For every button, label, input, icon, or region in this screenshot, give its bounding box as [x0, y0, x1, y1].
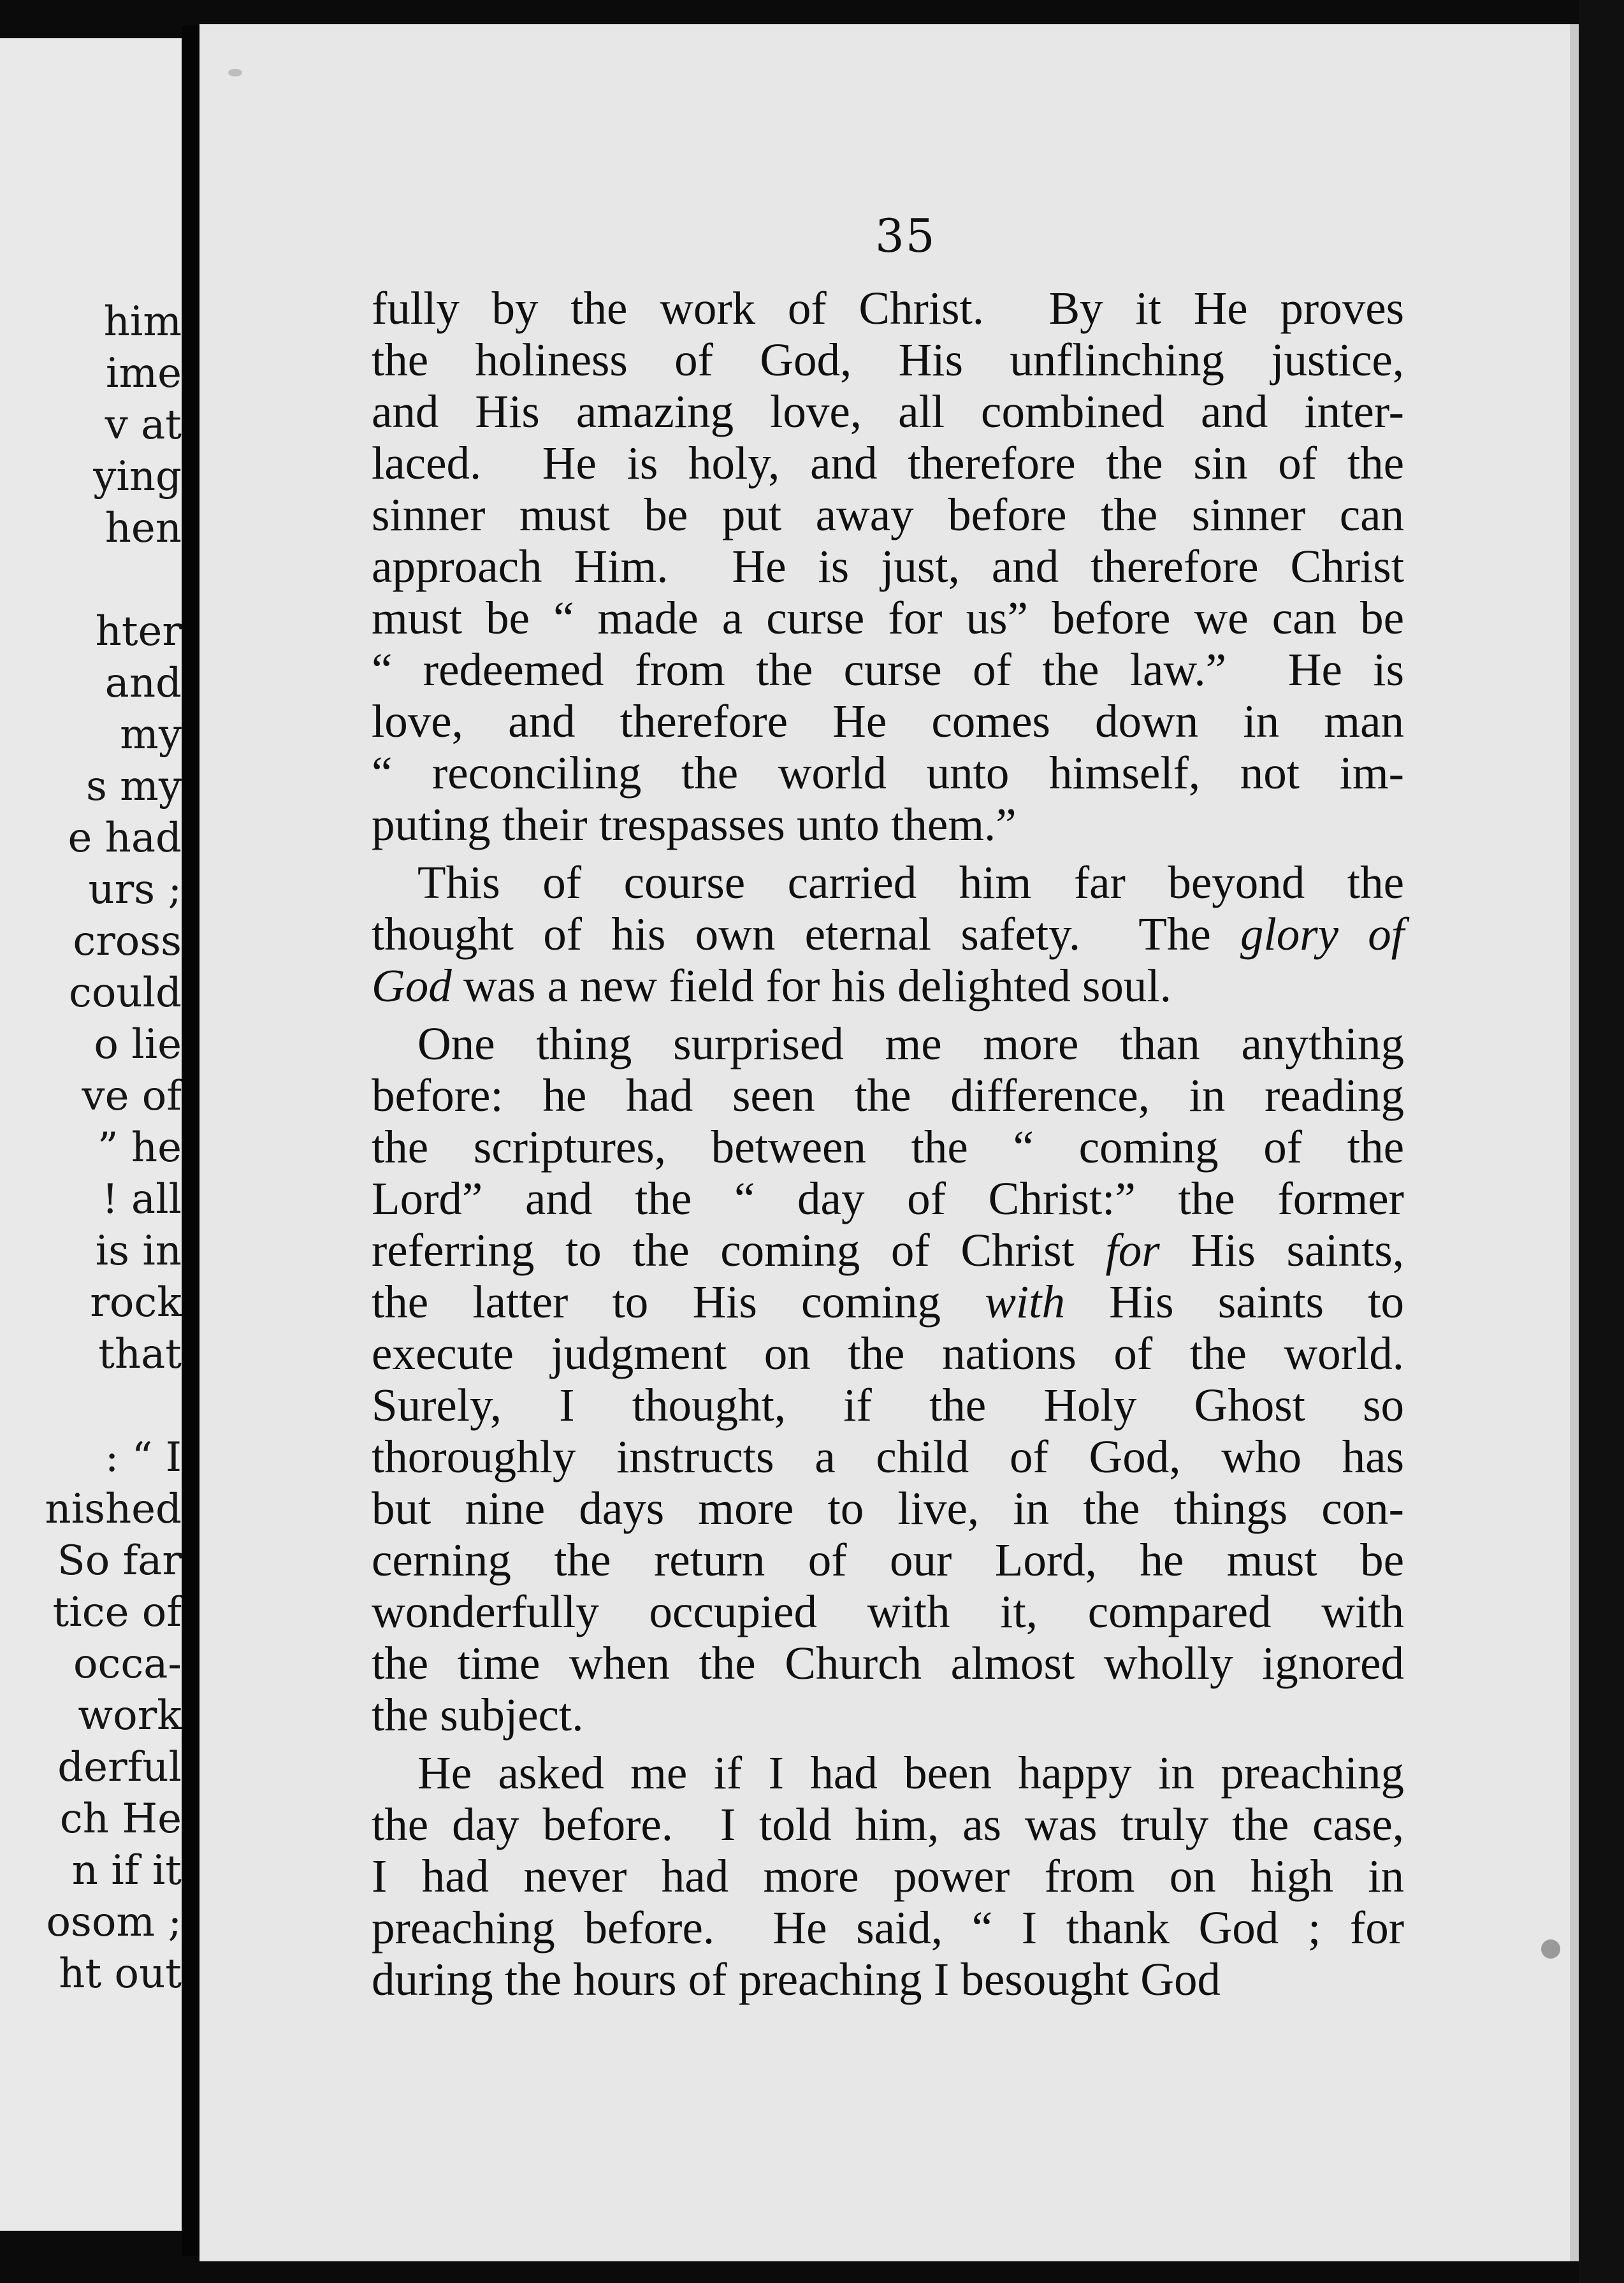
facing-page-line: and: [105, 660, 182, 707]
text-run: but nine days more to live, in the things con-: [372, 1482, 1404, 1534]
text-run: fully by the work of Christ. By it He proves: [372, 282, 1404, 334]
facing-page-line: So far: [57, 1537, 182, 1584]
text-run: during the hours of preaching I besought God: [372, 1953, 1221, 2005]
book-gutter: [182, 25, 199, 2256]
facing-page-line: ” he: [97, 1124, 182, 1171]
facing-page-line: [45, 554, 182, 606]
text-line: [372, 1173, 1404, 1224]
facing-page-text: [45, 296, 182, 2000]
facing-page-line: ime: [105, 350, 182, 397]
text-run: must be “ made a curse for us” before we can be: [372, 592, 1404, 644]
facing-page-line: ! all: [101, 1176, 182, 1223]
text-run: “ redeemed from the curse of the law.” He is: [372, 644, 1404, 695]
text-line: [372, 1224, 1404, 1276]
facing-page-line: nished: [45, 1486, 182, 1533]
text-run: His saints,: [1159, 1224, 1404, 1276]
text-line: [372, 695, 1404, 747]
text-line: [372, 1379, 1404, 1431]
text-line: [372, 1482, 1404, 1534]
facing-page-line: occa-: [73, 1641, 182, 1688]
text-run: referring to the coming of Christ: [372, 1224, 1106, 1276]
facing-page-line: o lie: [94, 1021, 182, 1068]
text-run: was a new field for his delighted soul.: [451, 960, 1171, 1011]
facing-page-line: e had: [68, 815, 182, 862]
facing-page-line: my: [120, 711, 182, 758]
text-line: [372, 1902, 1404, 1953]
italic-text: glory of: [1240, 908, 1405, 960]
text-run: Lord” and the “ day of Christ:” the former: [372, 1173, 1404, 1224]
text-line: [372, 908, 1404, 960]
italic-text: God: [372, 960, 452, 1011]
text-line: [372, 540, 1404, 592]
text-line: [372, 489, 1404, 540]
facing-page-line: derful: [57, 1744, 182, 1791]
text-run: preaching before. He said, “ I thank God ; for: [372, 1902, 1404, 1953]
facing-page-line: is in: [95, 1228, 182, 1275]
text-line: [372, 1121, 1404, 1173]
italic-text: with: [985, 1276, 1065, 1328]
text-run: puting their trespasses unto them.”: [372, 799, 1017, 850]
text-line: [372, 1534, 1404, 1586]
text-line: [372, 437, 1404, 489]
text-line: [372, 960, 1404, 1011]
text-run: the time when the Church almost wholly ignored: [372, 1637, 1404, 1689]
text-line: [372, 334, 1404, 386]
text-line: [372, 644, 1404, 695]
facing-page-edge: [0, 38, 182, 2231]
text-line: [372, 1328, 1404, 1379]
facing-page-line: s my: [85, 763, 182, 810]
page-body-text: [372, 282, 1404, 2005]
text-line: [372, 1431, 1404, 1482]
page-speck: [1541, 1939, 1560, 1959]
paragraph: [372, 1747, 1404, 2005]
text-run: He asked me if I had been happy in preaching: [417, 1747, 1404, 1799]
italic-text: for: [1105, 1224, 1160, 1276]
text-line: [372, 1747, 1404, 1799]
text-run: Surely, I thought, if the Holy Ghost so: [372, 1379, 1404, 1431]
facing-page-line: tice of: [52, 1589, 182, 1636]
facing-page-line: [45, 1381, 182, 1432]
facing-page-line: osom ;: [46, 1899, 182, 1946]
text-run: the subject.: [372, 1689, 584, 1741]
text-run: and His amazing love, all combined and inter-: [372, 386, 1404, 437]
text-run: the day before. I told him, as was truly the case,: [372, 1799, 1404, 1850]
facing-page-line: rock: [90, 1279, 182, 1326]
text-run: I had never had more power from on high in: [372, 1850, 1404, 1902]
text-run: execute judgment on the nations of the world.: [372, 1328, 1404, 1379]
paragraph: [372, 1018, 1404, 1741]
text-line: [372, 1953, 1404, 2005]
text-line: [372, 1637, 1404, 1689]
facing-page-line: cross: [73, 918, 182, 965]
text-line: [372, 1689, 1404, 1741]
text-line: [372, 1276, 1404, 1328]
text-run: His saints to: [1064, 1276, 1404, 1328]
text-line: [372, 1850, 1404, 1902]
text-run: thought of his own eternal safety. The: [372, 908, 1240, 960]
text-line: [372, 1018, 1404, 1069]
facing-page-line: could: [68, 969, 182, 1017]
facing-page-line: v at: [105, 402, 182, 449]
paragraph: [372, 857, 1404, 1011]
facing-page-line: ch He: [59, 1795, 182, 1843]
facing-page-line: ying: [93, 453, 182, 500]
facing-page-line: hter: [95, 608, 182, 655]
text-run: approach Him. He is just, and therefore Christ: [372, 540, 1404, 592]
text-line: [372, 282, 1404, 334]
text-run: One thing surprised me more than anything: [417, 1018, 1404, 1069]
text-run: the scriptures, between the “ coming of the: [372, 1121, 1404, 1173]
text-run: the holiness of God, His unflinching justice,: [372, 334, 1404, 386]
text-run: sinner must be put away before the sinner can: [372, 489, 1404, 540]
text-line: [372, 747, 1404, 799]
text-run: love, and therefore He comes down in man: [372, 695, 1404, 747]
paragraph: [372, 282, 1404, 850]
text-line: [372, 857, 1404, 908]
text-line: [372, 1799, 1404, 1850]
facing-page-line: n if it: [71, 1847, 182, 1894]
text-line: [372, 799, 1404, 850]
facing-page-line: ve of: [82, 1073, 182, 1120]
facing-page-line: ht out: [59, 1950, 182, 1997]
page-speck: [228, 69, 242, 76]
facing-page-line: that: [98, 1331, 182, 1378]
text-run: “ reconciling the world unto himself, not im-: [372, 747, 1404, 799]
facing-page-line: him: [103, 298, 182, 345]
text-run: the latter to His coming: [372, 1276, 985, 1328]
page-number: 35: [875, 209, 936, 263]
text-run: This of course carried him far beyond the: [417, 857, 1404, 908]
scan-border: [1579, 0, 1624, 2283]
facing-page-line: : “ I: [105, 1434, 182, 1481]
text-line: [372, 1586, 1404, 1637]
text-run: before: he had seen the difference, in reading: [372, 1069, 1404, 1121]
book-page: [199, 24, 1579, 2261]
text-line: [372, 1069, 1404, 1121]
text-run: wonderfully occupied with it, compared with: [372, 1586, 1404, 1637]
text-run: laced. He is holy, and therefore the sin of the: [372, 437, 1404, 489]
text-line: [372, 386, 1404, 437]
facing-page-line: hen: [105, 505, 182, 552]
facing-page-line: work: [78, 1692, 182, 1739]
text-run: thoroughly instructs a child of God, who has: [372, 1431, 1404, 1482]
text-run: cerning the return of our Lord, he must be: [372, 1534, 1404, 1586]
facing-page-line: urs ;: [88, 866, 182, 913]
text-line: [372, 592, 1404, 644]
